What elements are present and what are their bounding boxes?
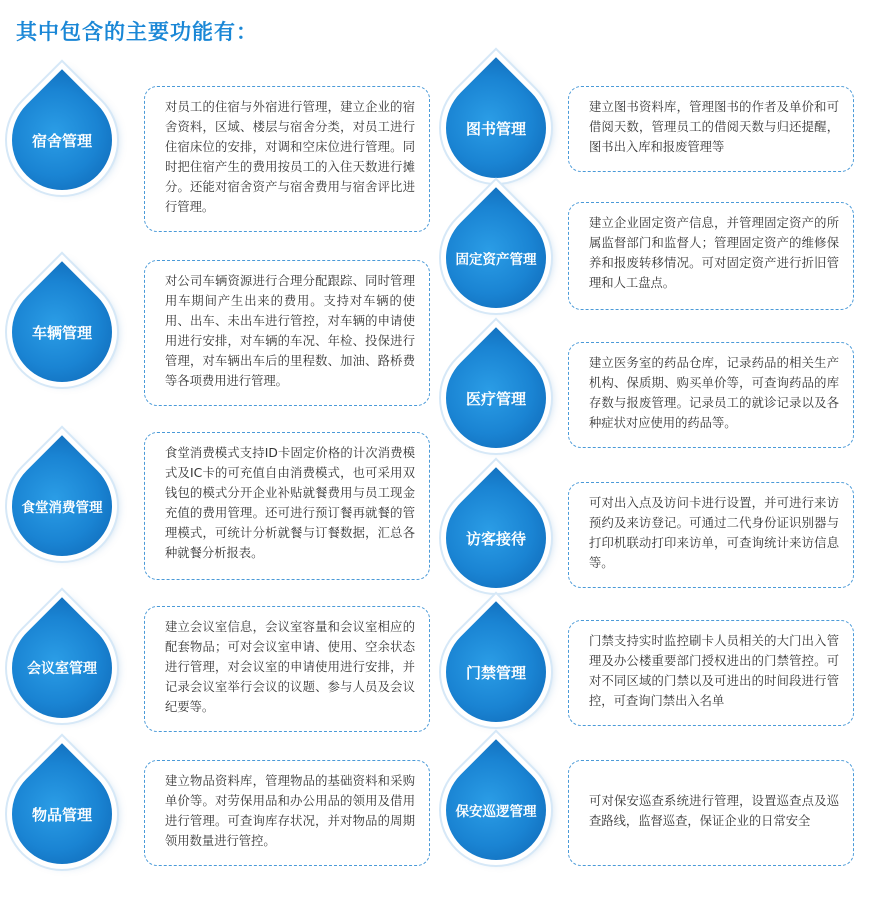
feature-description: 建立图书资料库，管理图书的作者及单价和可借阅天数，管理员工的借阅天数与归还提醒，图书出入库和报废管理等 [589, 100, 839, 154]
feature-access-control [442, 618, 852, 766]
feature-description: 建立物品资料库，管理物品的基础资料和采购单价等。对劳保用品和办公用品的领用及借用进行管理。可查询库存状况，并对物品的周期领用数量进行管控。 [165, 774, 415, 848]
feature-description: 建立企业固定资产信息，并管理固定资产的所属监督部门和监督人；管理固定资产的维修保养和报废转移情况。可对固定资产进行折旧管理和人工盘点。 [589, 216, 839, 290]
feature-description-box [144, 86, 430, 232]
page-title: 其中包含的主要功能有： [16, 20, 258, 44]
feature-description-box [568, 760, 854, 866]
feature-label: 访客接待 [465, 529, 526, 548]
feature-label: 宿舍管理 [31, 131, 92, 150]
feature-label: 医疗管理 [465, 389, 526, 408]
feature-fixed-assets [442, 200, 852, 348]
feature-description-box [568, 482, 854, 588]
feature-visitor [442, 480, 852, 628]
feature-description-box [568, 342, 854, 448]
feature-label: 门禁管理 [465, 663, 526, 682]
feature-description: 建立会议室信息，会议室容量和会议室相应的配套物品；可对会议室申请、使用、空余状态进行管理，对会议室的申请使用进行安排，并记录会议室举行会议的议题、参与人员及会议纪要等。 [165, 620, 415, 714]
feature-goods [8, 758, 418, 906]
feature-description-box [144, 760, 430, 866]
feature-description-box [568, 86, 854, 172]
feature-description-box [144, 606, 430, 732]
feature-description: 食堂消费模式支持ID卡固定价格的计次消费模式及IC卡的可充值自由消费模式，也可采用双钱包的模式分开企业补贴就餐费用与员工现金充值的费用管理。还可进行预订餐再就餐的管理模式，可统计分析就餐与订餐数据，汇总各种就餐分析报表。 [165, 446, 415, 560]
feature-dormitory [8, 82, 418, 230]
feature-label: 保安巡逻管理 [455, 804, 537, 820]
feature-label: 图书管理 [465, 119, 526, 138]
feature-description: 可对出入点及访问卡进行设置，并可进行来访预约及来访登记。可通过二代身份证识别器与打印机联动打印来访单，可查询统计来访信息等。 [589, 496, 839, 570]
feature-description-box [568, 202, 854, 310]
feature-label: 物品管理 [31, 805, 92, 824]
feature-description-box [144, 260, 430, 406]
feature-description: 对公司车辆资源进行合理分配跟踪、同时管理用车期间产生出来的费用。支持对车辆的使用、出车、未出车进行管控，对车辆的申请使用进行安排，对车辆的车况、年检、投保进行管理，对车辆出车后的里程数、加油、路桥费等各项费用进行管理。 [165, 274, 415, 388]
feature-label: 食堂消费管理 [21, 500, 103, 516]
feature-canteen [8, 430, 418, 578]
feature-vehicle [8, 258, 418, 406]
feature-meeting-room [8, 604, 418, 752]
feature-description-box [144, 432, 430, 580]
feature-medical [442, 340, 852, 488]
feature-label: 车辆管理 [31, 323, 92, 342]
feature-label: 固定资产管理 [455, 252, 537, 268]
feature-description: 建立医务室的药品仓库，记录药品的相关生产机构、保质期、购买单价等，可查询药品的库存数与报废管理。记录员工的就诊记录以及各种症状对应使用的药品等。 [589, 356, 839, 430]
feature-label: 会议室管理 [27, 661, 97, 677]
feature-description: 门禁支持实时监控刷卡人员相关的大门出入管理及办公楼重要部门授权进出的门禁管控。可对不同区域的门禁以及可进出的时间段进行管控，可查询门禁出入名单 [589, 634, 839, 708]
feature-description: 可对保安巡查系统进行管理，设置巡查点及巡查路线，监督巡查，保证企业的日常安全 [589, 794, 839, 828]
feature-description: 对员工的住宿与外宿进行管理，建立企业的宿舍资料，区域、楼层与宿舍分类，对员工进行住宿床位的安排，对调和空床位进行管理。同时把住宿产生的费用按员工的入住天数进行摊分。还能对宿舍资产与宿舍费用与宿舍评比进行管理。 [165, 100, 415, 214]
feature-description-box [568, 620, 854, 726]
feature-security-patrol [442, 758, 852, 906]
